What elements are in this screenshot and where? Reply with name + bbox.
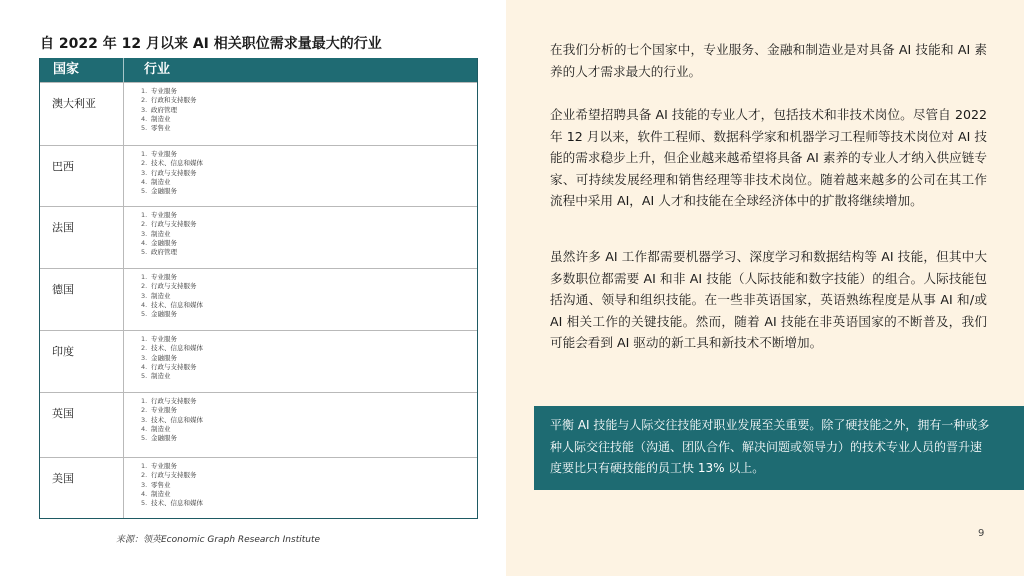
paragraph-2: 企业希望招聘具备 AI 技能的专业人才，包括技术和非技术岗位。尽管自 2022 年 12 月以来，软件工程师、数据科学家和机器学习工程师等技术岗位对 AI 技能的需求稳步上升，但企业越来越希望将具备 AI 素养的专业人才纳入供应链专家、可持续发展经理和销售经理等非技术岗位。随着越来越多的公司在其工作流程中采用 AI，AI 人才和技能在全球经济体中的扩散将继续增加。 [550,107,987,208]
industry-item: 4. 金融服务 [141,238,177,247]
industry-list [124,83,477,145]
table-header [40,58,477,82]
industry-item: 5. 金融服务 [141,310,177,319]
paragraph-3: 虽然许多 AI 工作都需要机器学习、深度学习和数据结构等 AI 技能，但其中大多数职位都需要 AI 和非 AI 技能（人际技能和数字技能）的组合。人际技能包括沟通、领导和组织技能。在一些非英语国家，英语熟练程度是从事 AI 和/或 AI 相关工作的关键技能。然而，随着 AI 技能在非英语国家的不断普及，我们可能会看到 AI 驱动的新工具和新技术不断增加。 [550,249,987,350]
industry-item: 4. 制造业 [141,114,171,123]
header-industry: 行业 [144,62,171,77]
industry-table [39,58,478,519]
country-cell: 英国 [40,393,124,457]
industry-list [124,393,477,457]
industry-item: 5. 制造业 [141,372,171,381]
industry-item: 1. 专业服务 [141,150,177,158]
table-row [40,392,477,457]
industry-item: 4. 技术、信息和媒体 [141,300,203,309]
table-body [40,82,477,518]
table-row [40,145,477,206]
industry-item: 2. 专业服务 [141,406,177,415]
industry-item: 5. 金融服务 [141,434,177,443]
industry-list [124,207,477,268]
table-row [40,330,477,392]
page-number: 9 [978,528,985,539]
industry-item: 2. 行政与支持服务 [141,220,197,229]
industry-item: 1. 专业服务 [141,273,177,281]
industry-item: 4. 行政与支持服务 [141,362,197,371]
industry-item: 3. 行政与支持服务 [141,168,197,177]
industry-item: 5. 技术、信息和媒体 [141,499,203,508]
industry-item: 4. 制造业 [141,489,171,498]
industry-item: 4. 制造业 [141,424,171,433]
industry-item: 3. 技术、信息和媒体 [141,415,203,424]
country-cell: 美国 [40,458,124,518]
table-row [40,268,477,330]
industry-item: 2. 行政与支持服务 [141,282,197,291]
country-cell: 澳大利亚 [40,83,124,145]
industry-item: 1. 专业服务 [141,87,177,95]
industry-item: 3. 零售业 [141,480,171,489]
callout-text: 平衡 AI 技能与人际交往技能对职业发展至关重要。除了硬技能之外，拥有一种或多种人际交往技能（沟通、团队合作、解决问题或领导力）的技术专业人员的晋升速度要比只有硬技能的员工快 13% 以上。 [550,418,990,475]
industry-item: 3. 政府管理 [141,105,177,114]
country-cell: 巴西 [40,146,124,206]
industry-item: 1. 专业服务 [141,462,177,470]
source-note: 来源：领英Economic Graph Research Institute [116,535,321,545]
industry-item: 2. 技术、信息和媒体 [141,344,203,353]
callout-box [534,406,1024,490]
industry-item: 1. 专业服务 [141,211,177,219]
country-cell: 法国 [40,207,124,268]
industry-item: 2. 行政和支持服务 [141,96,197,105]
industry-item: 3. 制造业 [141,229,171,238]
industry-list [124,146,477,206]
industry-list [124,458,477,518]
table-title: 自 2022 年 12 月以来 AI 相关职位需求量最大的行业 [40,36,382,52]
industry-item: 5. 政府管理 [141,248,177,257]
header-country: 国家 [40,58,124,82]
table-row [40,206,477,268]
industry-item: 5. 零售业 [141,124,171,133]
table-row [40,82,477,145]
paragraph-1: 在我们分析的七个国家中，专业服务、金融和制造业是对具备 AI 技能和 AI 素养的人才需求最大的行业。 [550,42,987,79]
industry-item: 5. 金融服务 [141,187,177,196]
country-cell: 德国 [40,269,124,330]
industry-item: 2. 技术、信息和媒体 [141,159,203,168]
industry-list [124,331,477,392]
industry-item: 2. 行政与支持服务 [141,471,197,480]
industry-item: 4. 制造业 [141,177,171,186]
country-cell: 印度 [40,331,124,392]
industry-item: 1. 行政与支持服务 [141,397,197,405]
industry-item: 3. 制造业 [141,291,171,300]
industry-list [124,269,477,330]
industry-item: 3. 金融服务 [141,353,177,362]
left-panel [0,0,506,576]
table-row [40,457,477,518]
industry-item: 1. 专业服务 [141,335,177,343]
